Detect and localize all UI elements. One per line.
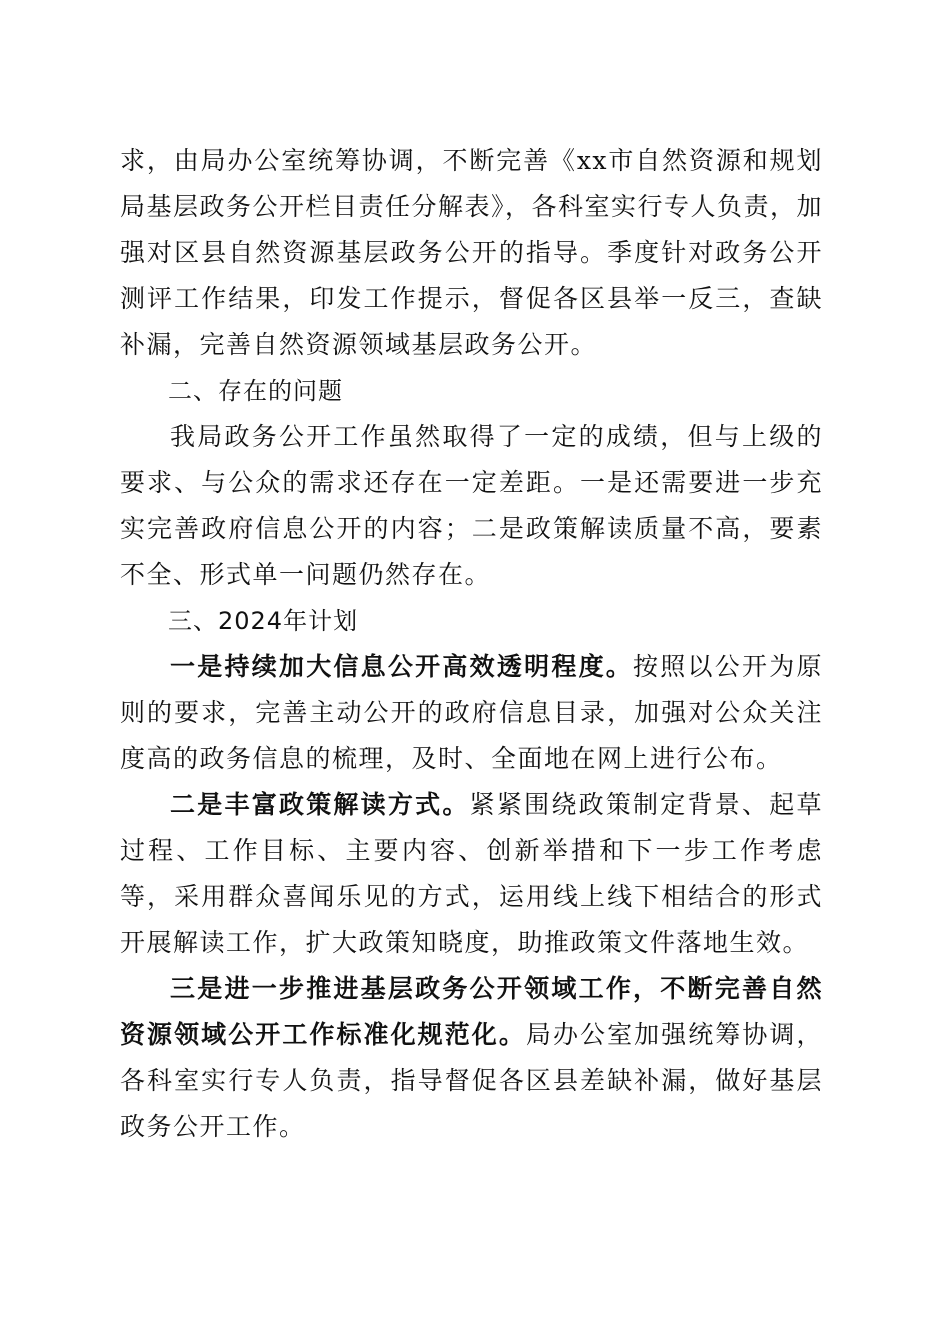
- section-heading-plan: 三、2024年计划: [168, 607, 359, 635]
- plan-item-2: [120, 782, 823, 966]
- plan-item-1: [120, 644, 823, 782]
- plan-item-1-lead: 一是持续加大信息公开高效透明程度。: [170, 652, 634, 681]
- plan-item-2-lead: 二是丰富政策解读方式。: [170, 790, 470, 819]
- continuation-paragraph: 求，由局办公室统筹协调，不断完善《xx市自然资源和规划局基层政务公开栏目责任分解表》，各科室实行专人负责，加强对区县自然资源基层政务公开的指导。季度针对政务公开测评工作结果，印发工作提示，督促各区县举一反三，查缺补漏，完善自然资源领域基层政务公开。: [120, 146, 824, 359]
- plan-item-1-body: 按照以公开为原则的要求，完善主动公开的政府信息目录，加强对公众关注度高的政务信息的梳理，及时、全面地在网上进行公布。: [120, 652, 823, 773]
- problems-paragraph: 我局政务公开工作虽然取得了一定的成绩，但与上级的要求、与公众的需求还存在一定差距。一是还需要进一步充实完善政府信息公开的内容；二是政策解读质量不高，要素不全、形式单一问题仍然存在。: [120, 422, 823, 589]
- plan-item-2-body: 紧紧围绕政策制定背景、起草过程、工作目标、主要内容、创新举措和下一步工作考虑等，采用群众喜闻乐见的方式，运用线上线下相结合的形式开展解读工作，扩大政策知晓度，助推政策文件落地生效。: [120, 790, 823, 957]
- plan-item-3: [120, 966, 823, 1150]
- plan-item-3-lead: 三是进一步推进基层政务公开领域工作，不断完善自然资源领域公开工作标准化规范化。: [120, 974, 823, 1049]
- document-page: [120, 138, 823, 1150]
- plan-item-3-body: 局办公室加强统筹协调，各科室实行专人负责，指导督促各区县差缺补漏，做好基层政务公开工作。: [120, 1020, 823, 1141]
- section-heading-problems: 二、存在的问题: [168, 377, 343, 405]
